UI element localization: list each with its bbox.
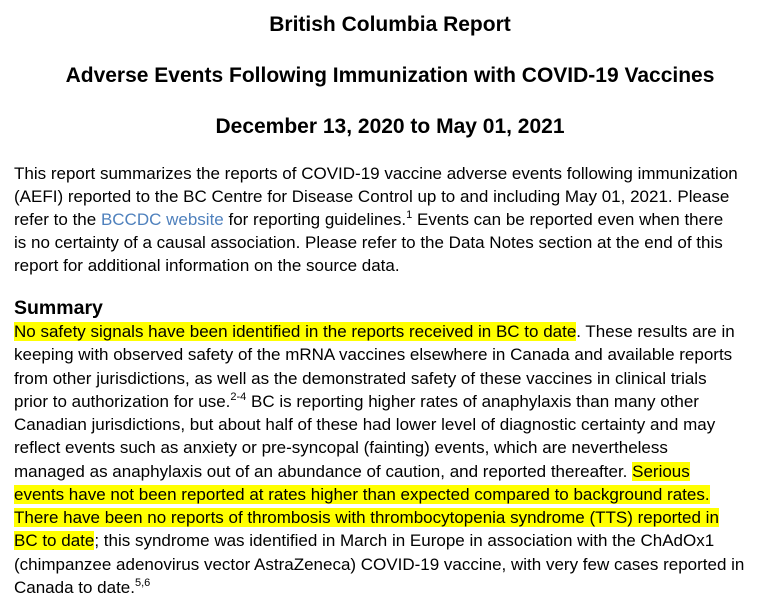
- text-segment: for reporting guidelines.: [223, 210, 407, 229]
- text-segment: Canada to date.: [14, 577, 135, 597]
- text-line: [14, 185, 774, 208]
- text-segment: . These results are in: [576, 322, 735, 341]
- text-line: [14, 367, 774, 390]
- highlighted-text: There have been no reports of thrombosis with thrombocytopenia syndrome (TTS) reported in: [14, 508, 719, 527]
- text-line: [14, 390, 774, 413]
- text-segment: keeping with observed safety of the mRNA vaccines elsewhere in Canada and available reports: [14, 345, 733, 365]
- text-line: [14, 506, 774, 529]
- bccdc-website-link[interactable]: BCCDC website: [100, 210, 224, 229]
- footnote-reference: 1: [406, 209, 413, 221]
- text-segment: (AEFI) reported to the BC Centre for Disease Control up to and including May 01, 2021. Please: [14, 187, 730, 206]
- text-segment: Canadian jurisdictions, but about half of these had lower level of diagnostic certainty and may: [14, 415, 716, 434]
- text-segment: reflect events such as anxiety or pre-syncopal (fainting) events, which are nevertheless: [14, 438, 668, 458]
- text-segment: report for additional information on the source data.: [14, 256, 400, 275]
- report-date-range: December 13, 2020 to May 01, 2021: [215, 115, 565, 138]
- summary-paragraph: [14, 320, 774, 599]
- text-line: [14, 483, 774, 506]
- text-segment: This report summarizes the reports of COVID-19 vaccine adverse events following immunization: [14, 164, 738, 183]
- text-line: [14, 162, 774, 185]
- highlighted-text: events have not been reported at rates higher than expected compared to background rates.: [14, 484, 710, 504]
- text-segment: (chimpanzee adenovirus vector AstraZeneca) COVID-19 vaccine, with very few cases reported in: [14, 554, 745, 574]
- report-subtitle: Adverse Events Following Immunization with COVID-19 Vaccines: [65, 64, 715, 87]
- text-segment: Events can be reported even when there: [412, 210, 724, 229]
- text-line: [14, 320, 774, 343]
- text-line: [14, 460, 774, 483]
- text-line: [14, 553, 774, 576]
- report-title: British Columbia Report: [269, 13, 511, 36]
- highlighted-text: BC to date: [14, 531, 95, 551]
- text-segment: ; this syndrome was identified in March in Europe in association with the ChAdOx1: [94, 531, 715, 551]
- text-segment: is no certainty of a causal association. Please refer to the Data Notes section at the end of this: [14, 233, 723, 252]
- text-segment: managed as anaphylaxis out of an abundance of caution, and reported thereafter.: [14, 461, 633, 481]
- footnote-reference: 2-4: [230, 390, 247, 403]
- text-segment: prior to authorization for use.: [14, 391, 231, 411]
- text-line: [14, 254, 774, 277]
- text-segment: refer to the: [14, 210, 101, 229]
- summary-heading: Summary: [14, 297, 103, 319]
- footnote-reference: 5,6: [134, 576, 151, 589]
- text-segment: from other jurisdictions, as well as the demonstrated safety of these vaccines in clinical trials: [14, 368, 707, 388]
- text-segment: BC is reporting higher rates of anaphylaxis than many other: [246, 391, 699, 411]
- intro-paragraph: [14, 162, 774, 277]
- highlighted-text: No safety signals have been identified in the reports received in BC to date: [14, 322, 577, 341]
- text-line: [14, 576, 774, 599]
- text-line: [14, 208, 774, 231]
- text-line: [14, 343, 774, 366]
- text-line: [14, 413, 774, 436]
- highlighted-text: Serious: [632, 461, 690, 481]
- text-line: [14, 436, 774, 459]
- text-line: [14, 231, 774, 254]
- text-line: [14, 529, 774, 552]
